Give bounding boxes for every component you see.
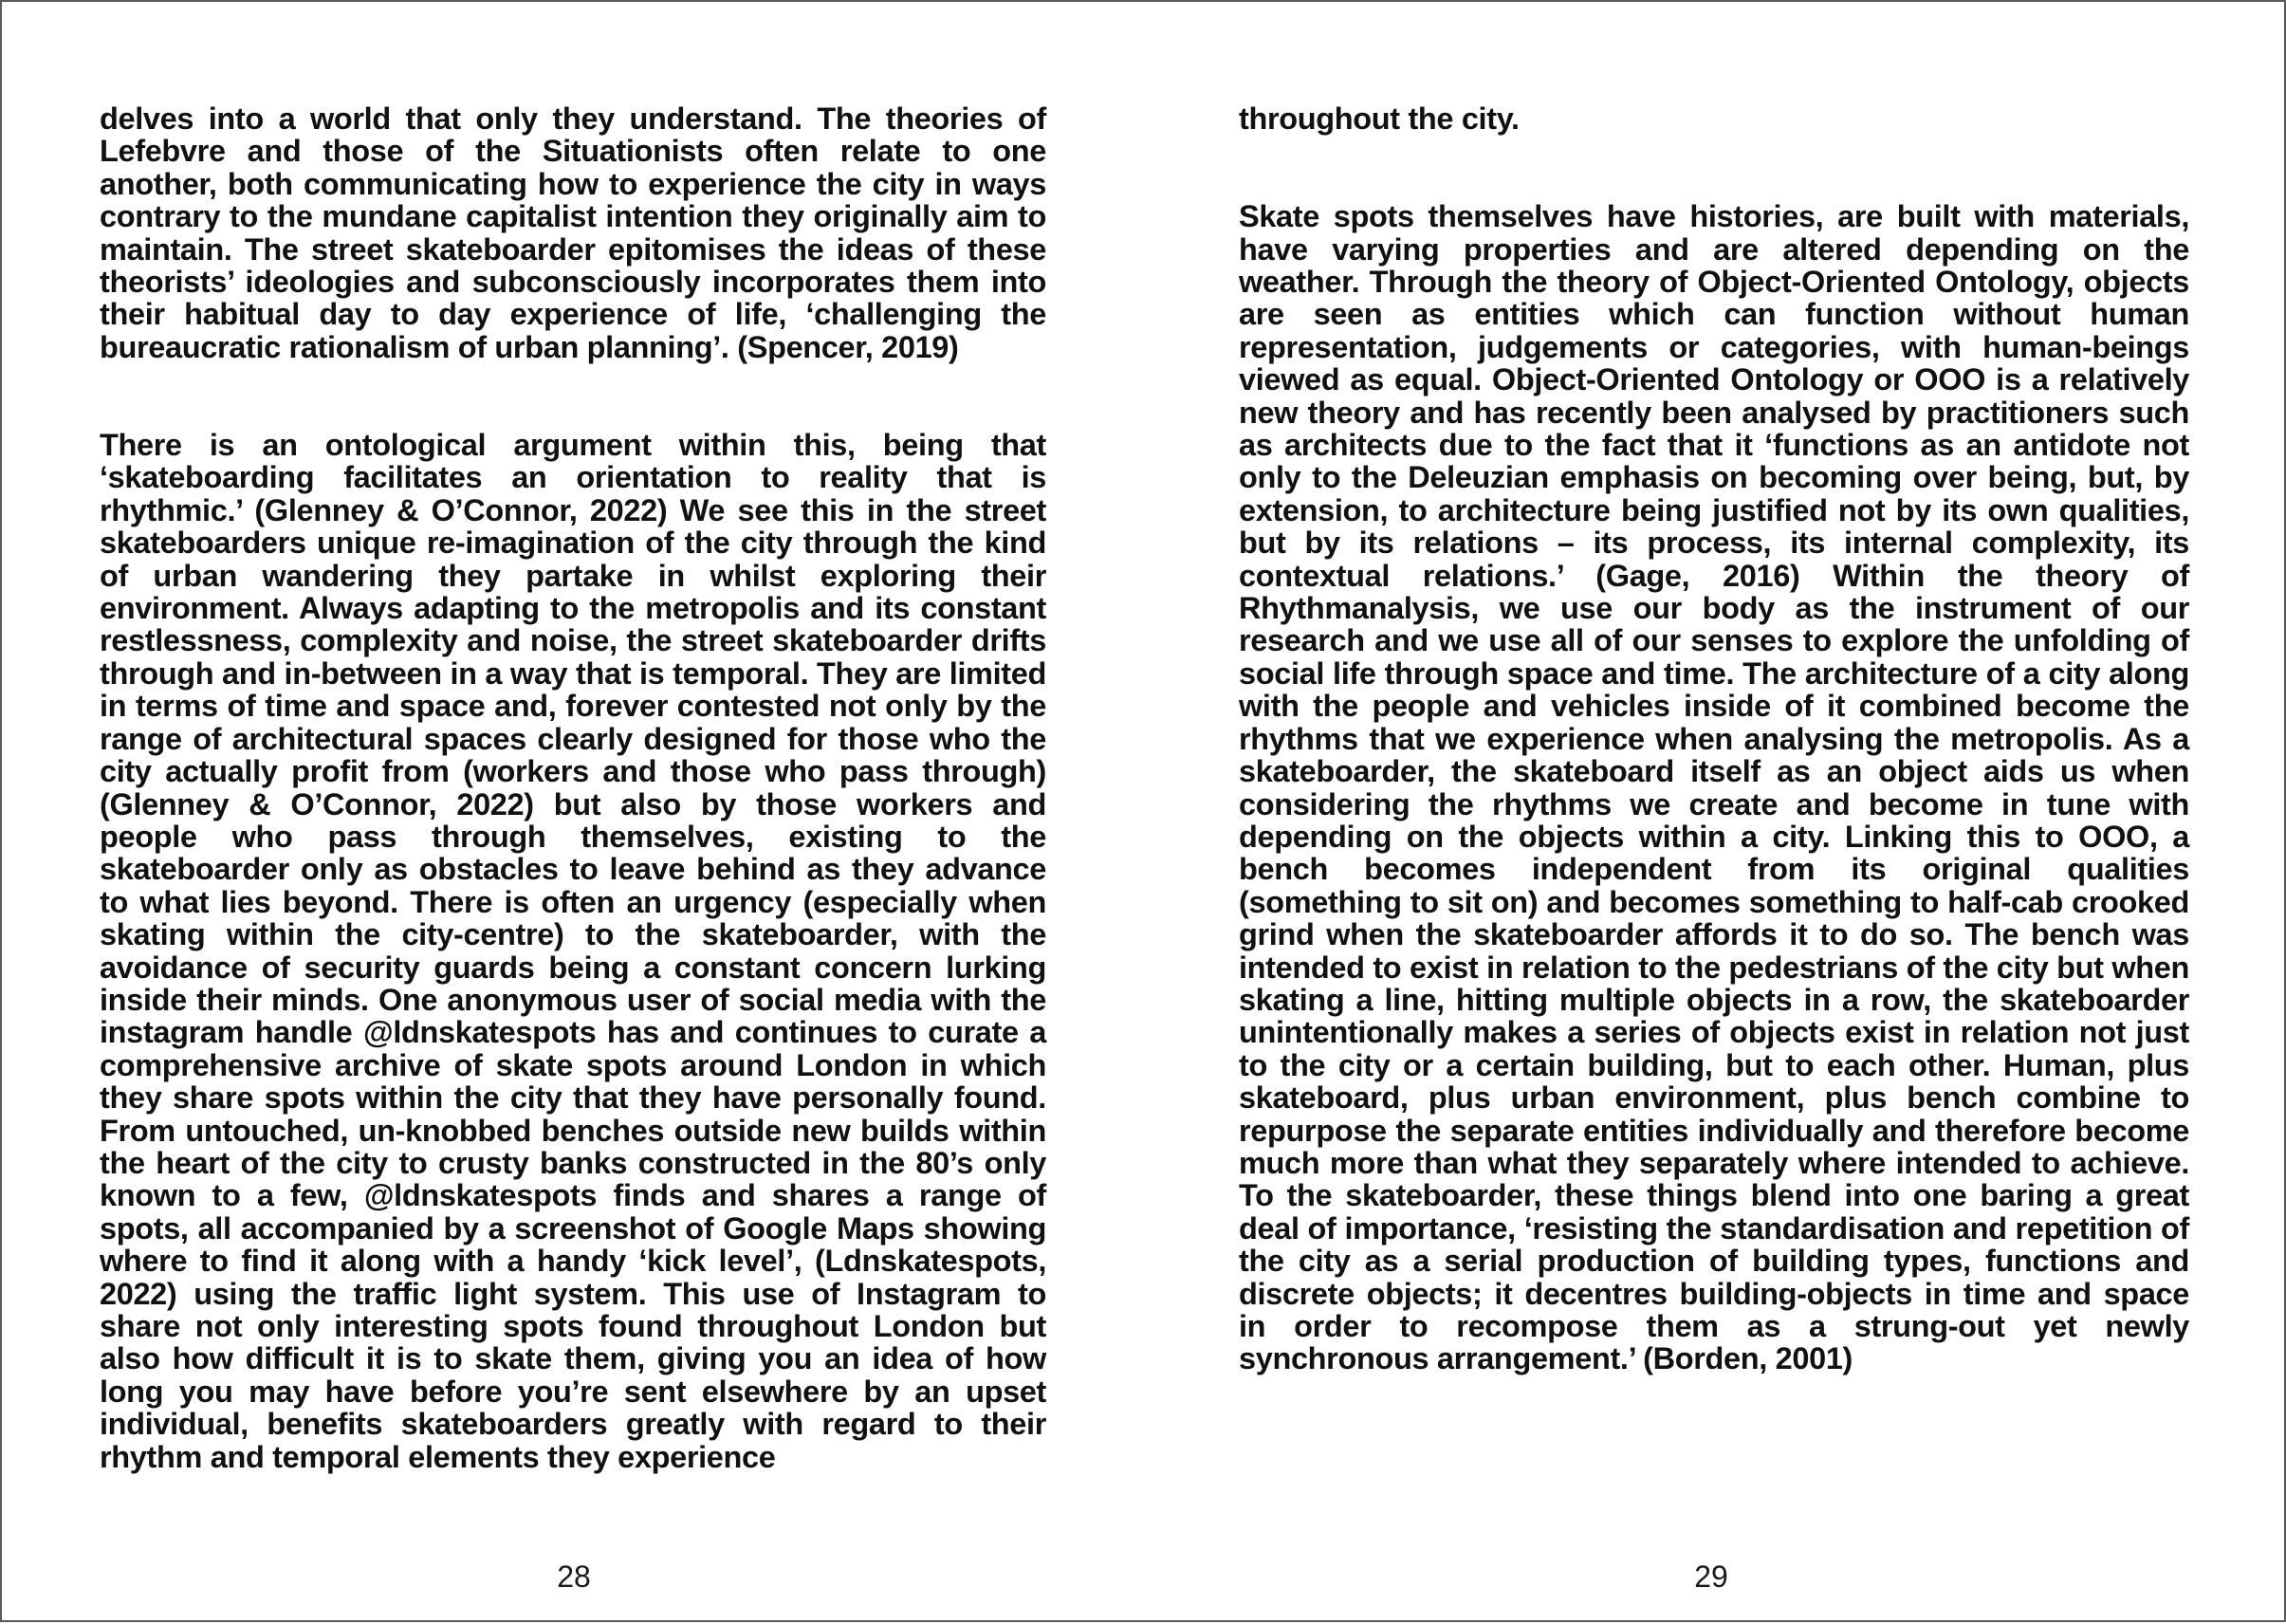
paragraph: delves into a world that only they understand. The theories of Lefebvre and those of the Situationists often relate to one another, both communicating how to experience the city in ways contrary to the mundane capitalist intention they originally aim to maintain. The street skateboarder epitomises the ideas of these theorists’ ideologies and subconsciously incorporates them into their habitual day to day experience of life, ‘challenging the bureaucratic rationalism of urban planning’. (Spencer, 2019) (100, 102, 1046, 364)
paragraph: There is an ontological argument within this, being that ‘skateboarding facilitates an orientation to reality that is rhythmic.’ (Glenney & O’Connor, 2022) We see this in the street skateboarders unique re-imagination of the city through the kind of urban wandering they partake in whilst exploring their environment. Always adapting to the metropolis and its constant restlessness, complexity and noise, the street skateboarder drifts through and in-between in a way that is temporal. They are limited in terms of time and space and, forever contested not only by the range of architectural spaces clearly designed for those who the city actually profit from (workers and those who pass through) (Glenney & O’Connor, 2022) but also by those workers and people who pass through themselves, existing to the skateboarder only as obstacles to leave behind as they advance to what lies beyond. There is often an urgency (especially when skating within the city-centre) to the skateboarder, with the avoidance of security guards being a constant concern lurking inside their minds. One anonymous user of social media with the instagram handle @ldnskatespots has and continues to curate a comprehensive archive of skate spots around London in which they share spots within the city that they have personally found. From untouched, un-knobbed benches outside new builds within the heart of the city to crusty banks constructed in the 80’s only known to a few, @ldnskatespots finds and shares a range of spots, all accompanied by a screenshot of Google Maps showing where to find it along with a handy ‘kick level’, (Ldnskatespots, 2022) using the traffic light system. This use of Instagram to share not only interesting spots found throughout London but also how difficult it is to skate them, giving you an idea of how long you may have before you’re sent elsewhere by an upset individual, benefits skateboarders greatly with regard to their rhythm and temporal elements they experience (100, 428, 1046, 1474)
paragraph: throughout the city. (1239, 102, 1520, 136)
right-page (1145, 2, 2286, 1624)
paragraph: Skate spots themselves have histories, are built with materials, have varying properties and are altered depending on the weather. Through the theory of Object-Oriented Ontology, objects are seen as entities which can function without human representation, judgements or categories, with human-beings viewed as equal. Object-Oriented Ontology or OOO is a relatively new theory and has recently been analysed by practitioners such as architects due to the fact that it ‘functions as an antidote not only to the Deleuzian emphasis on becoming over being, but, by extension, to architecture being justified not by its own qualities, but by its relations – its process, its internal complexity, its contextual relations.’ (Gage, 2016) Within the theory of Rhythmanalysis, we use our body as the instrument of our research and we use all of our senses to explore the unfolding of social life through space and time. The architecture of a city along with the people and vehicles inside of it combined become the rhythms that we experience when analysing the metropolis. As a skateboarder, the skateboard itself as an object aids us when considering the rhythms we create and become in tune with depending on the objects within a city. Linking this to OOO, a bench becomes independent from its original qualities (something to sit on) and becomes something to half-cab crooked grind when the skateboarder affords it to do so. The bench was intended to exist in relation to the pedestrians of the city but when skating a line, hitting multiple objects in a row, the skateboarder unintentionally makes a series of objects exist in relation not just to the city or a certain building, but to each other. Human, plus skateboard, plus urban environment, plus bench combine to repurpose the separate entities individually and therefore become much more than what they separately where intended to achieve. To the skateboarder, these things blend into one baring a great deal of importance, ‘resisting the standardisation and repetition of the city as a serial production of building types, functions and discrete objects; it decentres building-objects in time and space in order to recompose them as a strung-out yet newly synchronous arrangement.’ (Borden, 2001) (1239, 199, 2189, 1376)
left-page (2, 2, 1145, 1624)
page-number: 29 (1694, 1559, 1728, 1594)
right-page-text (1239, 102, 2189, 1375)
page-number: 28 (557, 1559, 591, 1594)
left-page-text (100, 102, 1046, 1473)
